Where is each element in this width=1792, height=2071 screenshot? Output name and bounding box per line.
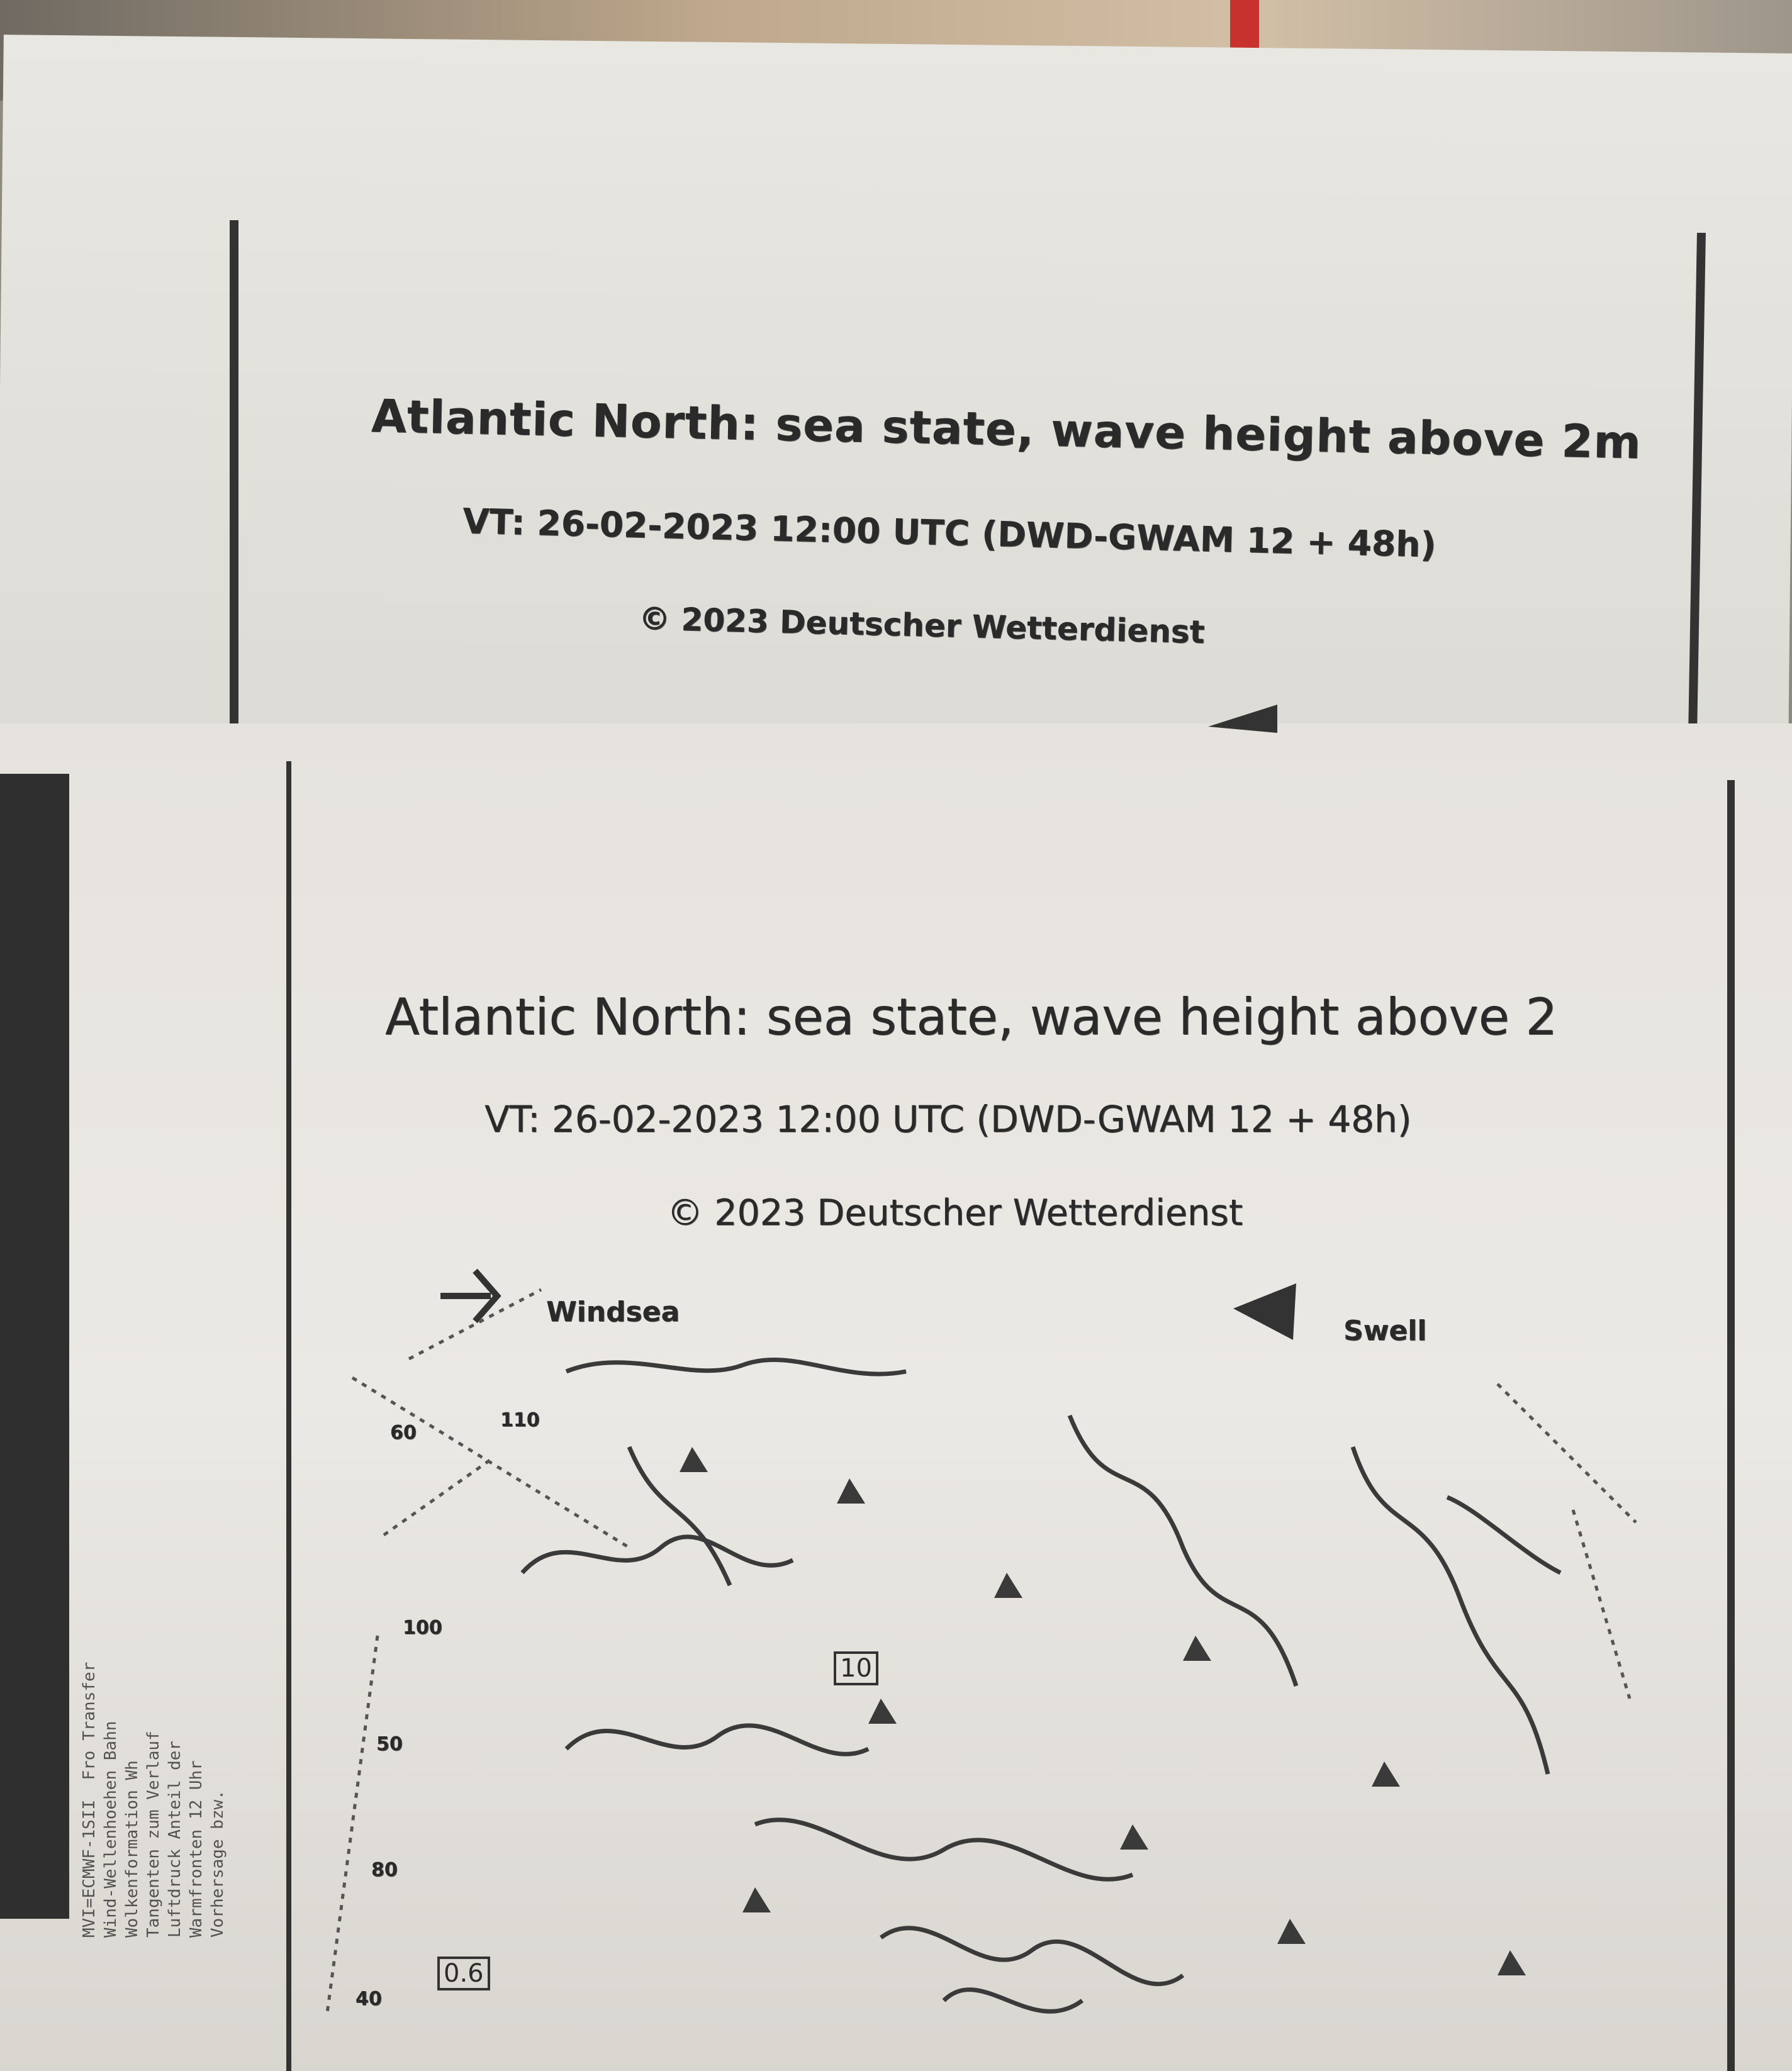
legend-swell-label: Swell <box>1343 1315 1427 1347</box>
coastline-contours <box>522 1359 1560 2011</box>
back-swell-triangle-icon <box>1208 705 1277 733</box>
back-sheet-copyright: © 2023 Deutscher Wetterdienst <box>638 600 1206 650</box>
grid-label: 50 <box>376 1733 403 1755</box>
map-grid-lines <box>327 1290 1636 2013</box>
legend-windsea-label: Windsea <box>546 1296 680 1328</box>
grid-label: 110 <box>500 1409 540 1431</box>
boxed-value: 10 <box>834 1651 878 1685</box>
mirrored-bleed-text: MVI=ECMWF-1SII Fro Transfer Wind-Wellenhoehen Bahn Wolkenformation Wh Tangenten zum Verlauf Luftdruck Anteil der Warmfronten 12 Uhr Vorhersage bzw. <box>80 1661 227 1938</box>
boxed-value: 0.6 <box>437 1957 490 1990</box>
windsea-arrow-icon <box>440 1271 497 1321</box>
grid-label: 40 <box>356 1988 382 2010</box>
swell-triangle-icon <box>1233 1283 1296 1340</box>
grid-label: 100 <box>403 1617 442 1639</box>
grid-label: 80 <box>371 1859 398 1881</box>
front-sheet-valid-time: VT: 26-02-2023 12:00 UTC (DWD-GWAM 12 + 48h) <box>484 1098 1412 1141</box>
front-sheet-title: Atlantic North: sea state, wave height above 2 <box>385 988 1558 1046</box>
grid-label: 60 <box>390 1422 417 1444</box>
back-sheet-valid-time: VT: 26-02-2023 12:00 UTC (DWD-GWAM 12 + 48h) <box>462 501 1437 565</box>
back-sheet-title: Atlantic North: sea state, wave height above 2m <box>371 389 1642 469</box>
wind-arrows <box>680 1447 1526 1975</box>
front-sheet-copyright: © 2023 Deutscher Wetterdienst <box>667 1192 1243 1234</box>
